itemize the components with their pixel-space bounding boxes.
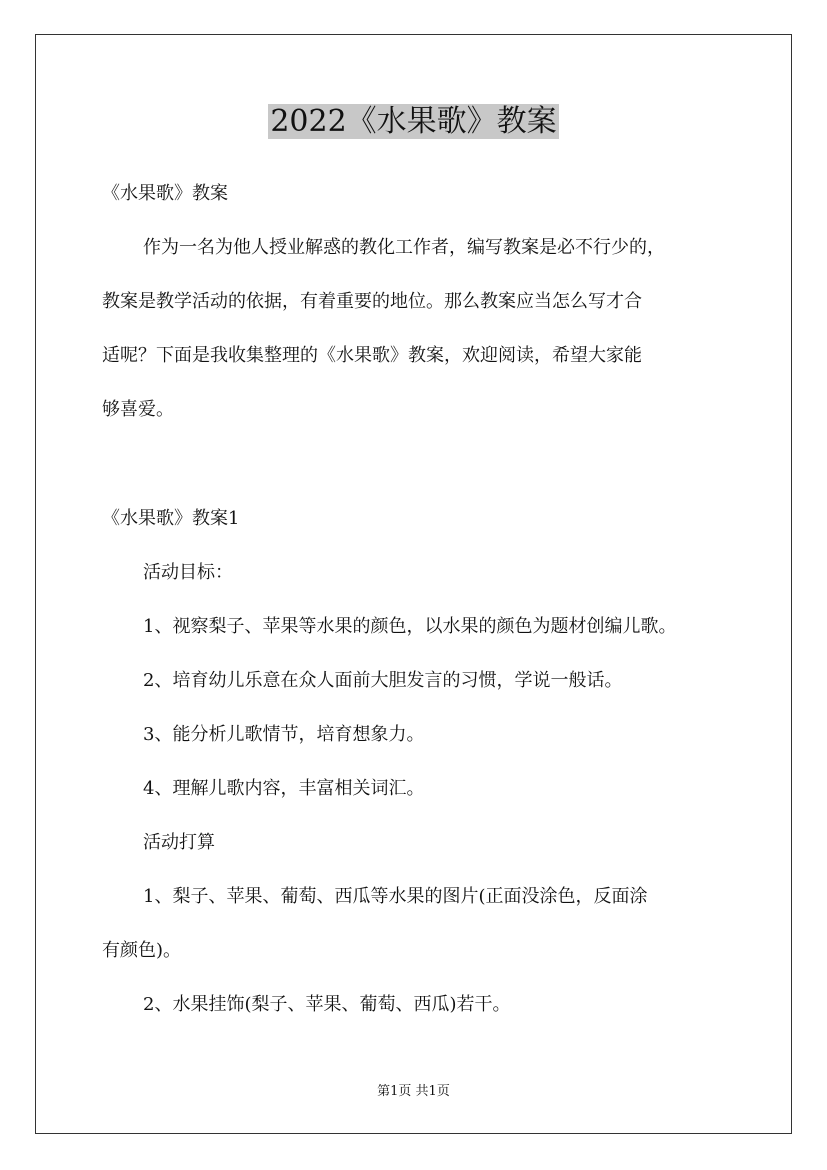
prep-heading: 活动打算: [143, 832, 215, 853]
goal-item-4: 4、理解儿歌内容，丰富相关词汇。: [143, 778, 425, 799]
page-footer: 第1页 共1页: [377, 1084, 450, 1099]
goal-item-3: 3、能分析儿歌情节，培育想象力。: [143, 724, 425, 745]
section-heading: 《水果歌》教案1: [102, 508, 240, 529]
intro-heading: 《水果歌》教案: [102, 183, 228, 204]
intro-line-4: 够喜爱。: [102, 399, 174, 420]
goal-item-2: 2、培育幼儿乐意在众人面前大胆发言的习惯，学说一般话。: [143, 670, 623, 691]
intro-line-3: 适呢？下面是我收集整理的《水果歌》教案，欢迎阅读，希望大家能: [102, 345, 642, 366]
prep-item-1: 1、梨子、苹果、葡萄、西瓜等水果的图片(正面没涂色，反面涂: [143, 886, 648, 907]
goal-item-1: 1、视察梨子、苹果等水果的颜色，以水果的颜色为题材创编儿歌。: [143, 616, 677, 637]
intro-line-1: 作为一名为他人授业解惑的教化工作者，编写教案是必不行少的，: [143, 237, 665, 258]
intro-line-2: 教案是教学活动的依据，有着重要的地位。那么教案应当怎么写才合: [102, 291, 642, 312]
prep-item-1-cont: 有颜色)。: [102, 940, 182, 961]
document-title: [0, 102, 827, 142]
goals-heading: 活动目标：: [143, 562, 233, 583]
document-title-text: 2022《水果歌》教案: [270, 104, 557, 139]
prep-item-2: 2、水果挂饰(梨子、苹果、葡萄、西瓜)若干。: [143, 994, 511, 1015]
